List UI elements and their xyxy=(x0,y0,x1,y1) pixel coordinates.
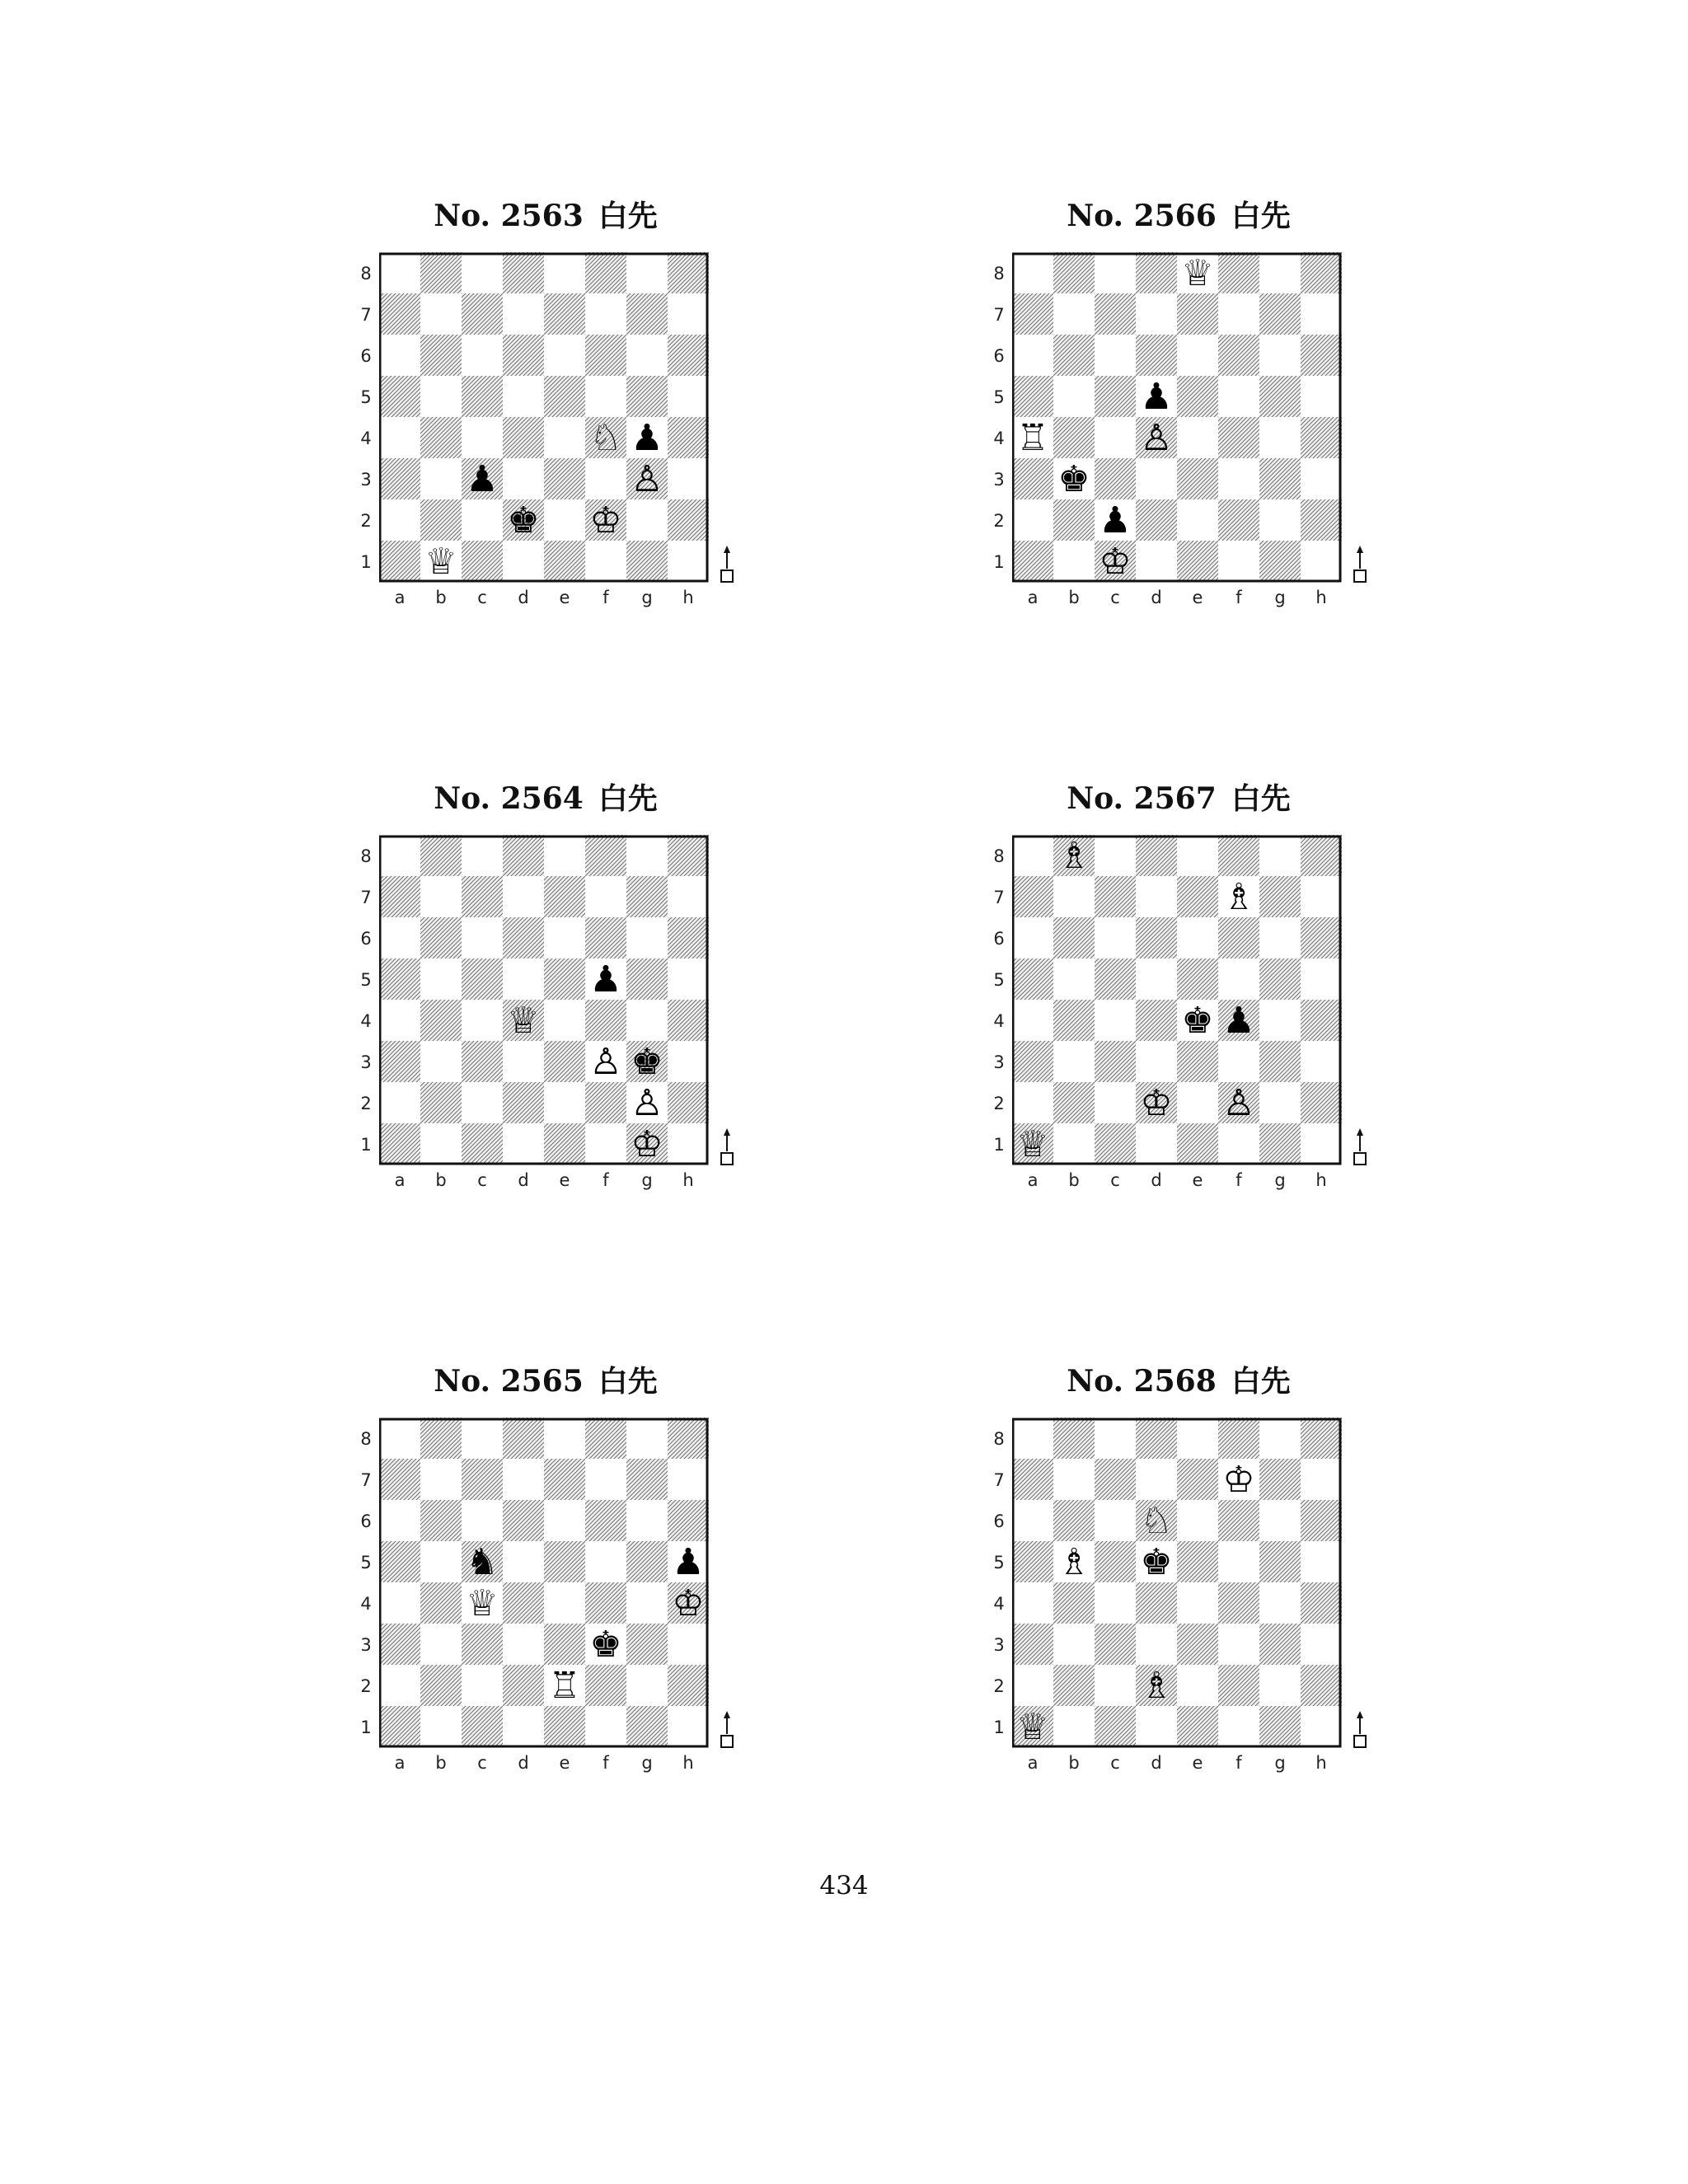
white-to-move-arrow-icon xyxy=(1354,1711,1366,1747)
rank-label: 5 xyxy=(993,387,1005,407)
problem-number: No. 2568 xyxy=(1067,1364,1217,1399)
rank-label: 1 xyxy=(993,552,1005,572)
file-label: d xyxy=(1151,1170,1162,1190)
file-label: b xyxy=(435,1170,447,1190)
white-pawn-g3: ♙ xyxy=(631,458,663,500)
file-label: e xyxy=(559,1753,570,1773)
stipulation: 白先 xyxy=(1231,1365,1291,1399)
file-label: b xyxy=(435,588,447,607)
white-queen-a1: ♕ xyxy=(1016,1123,1049,1165)
white-bishop-d2: ♗ xyxy=(1140,1665,1173,1707)
rank-label: 3 xyxy=(993,470,1005,490)
file-label: c xyxy=(477,1753,487,1773)
white-pawn-g2: ♙ xyxy=(631,1082,663,1124)
white-pawn-f3: ♙ xyxy=(589,1041,622,1083)
stipulation: 白先 xyxy=(598,782,658,816)
file-label: f xyxy=(1236,1753,1242,1773)
file-label: f xyxy=(603,588,609,607)
board-annotations xyxy=(961,195,1423,657)
file-label: a xyxy=(394,1753,406,1773)
file-label: c xyxy=(1110,1170,1120,1190)
stipulation: 白先 xyxy=(1231,199,1291,233)
rank-label: 5 xyxy=(360,387,372,407)
black-king-d2: ♚ xyxy=(507,499,540,541)
white-queen-a1: ♕ xyxy=(1016,1706,1049,1748)
rank-label: 3 xyxy=(360,470,372,490)
rank-label: 5 xyxy=(360,1553,372,1572)
white-rook-a4: ♖ xyxy=(1016,417,1049,459)
rank-label: 2 xyxy=(360,1676,372,1696)
file-label: g xyxy=(641,1170,653,1190)
file-label: e xyxy=(1192,588,1203,607)
black-knight-c5: ♞ xyxy=(466,1541,499,1583)
rank-label: 1 xyxy=(993,1135,1005,1155)
problem-number: No. 2565 xyxy=(434,1364,584,1399)
file-label: a xyxy=(394,1170,406,1190)
diagram-2563 xyxy=(328,195,790,657)
white-to-move-arrow-icon xyxy=(721,546,733,582)
rank-label: 2 xyxy=(993,511,1005,531)
board-annotations xyxy=(328,195,790,657)
white-king-g1: ♔ xyxy=(631,1123,663,1165)
rank-label: 2 xyxy=(360,511,372,531)
file-label: c xyxy=(1110,588,1120,607)
file-label: h xyxy=(682,588,694,607)
board-annotations xyxy=(328,1361,790,1822)
white-knight-d6: ♘ xyxy=(1140,1500,1173,1542)
white-queen-d4: ♕ xyxy=(507,1000,540,1042)
rank-label: 2 xyxy=(993,1676,1005,1696)
black-king-b3: ♚ xyxy=(1057,458,1090,500)
rank-label: 2 xyxy=(360,1094,372,1113)
rank-label: 5 xyxy=(993,970,1005,990)
rank-label: 3 xyxy=(360,1635,372,1655)
rank-label: 1 xyxy=(993,1718,1005,1737)
file-label: e xyxy=(559,588,570,607)
white-bishop-f7: ♗ xyxy=(1222,876,1255,918)
rank-label: 8 xyxy=(993,846,1005,866)
problem-number: No. 2566 xyxy=(1067,199,1217,233)
file-label: h xyxy=(1315,1170,1327,1190)
white-queen-b1: ♕ xyxy=(424,541,457,583)
rank-label: 8 xyxy=(360,1429,372,1449)
file-label: e xyxy=(1192,1753,1203,1773)
rank-label: 4 xyxy=(993,1594,1005,1614)
black-pawn-d5: ♟ xyxy=(1140,376,1173,418)
white-pawn-f2: ♙ xyxy=(1222,1082,1255,1124)
file-label: e xyxy=(1192,1170,1203,1190)
file-label: a xyxy=(1027,1753,1039,1773)
file-label: d xyxy=(1151,588,1162,607)
file-label: c xyxy=(477,588,487,607)
file-label: e xyxy=(559,1170,570,1190)
stipulation: 白先 xyxy=(598,199,658,233)
white-to-move-arrow-icon xyxy=(721,1128,733,1165)
white-king-d2: ♔ xyxy=(1140,1082,1173,1124)
file-label: c xyxy=(477,1170,487,1190)
rank-label: 6 xyxy=(360,346,372,366)
rank-label: 1 xyxy=(360,1718,372,1737)
file-label: g xyxy=(1274,588,1286,607)
rank-label: 6 xyxy=(993,929,1005,949)
file-label: f xyxy=(603,1753,609,1773)
rank-label: 8 xyxy=(360,846,372,866)
file-label: g xyxy=(641,1753,653,1773)
page-number: 434 xyxy=(819,1871,869,1900)
black-king-g3: ♚ xyxy=(631,1041,663,1083)
rank-label: 4 xyxy=(993,1011,1005,1031)
black-pawn-h5: ♟ xyxy=(672,1541,705,1583)
white-to-move-arrow-icon xyxy=(1354,546,1366,582)
file-label: d xyxy=(1151,1753,1162,1773)
diagram-2566 xyxy=(961,195,1423,657)
black-pawn-g4: ♟ xyxy=(631,417,663,459)
rank-label: 2 xyxy=(993,1094,1005,1113)
file-label: g xyxy=(641,588,653,607)
file-label: h xyxy=(1315,588,1327,607)
white-queen-c4: ♕ xyxy=(466,1582,499,1624)
rank-label: 5 xyxy=(360,970,372,990)
white-queen-e8: ♕ xyxy=(1181,252,1214,294)
file-label: f xyxy=(603,1170,609,1190)
problem-number: No. 2567 xyxy=(1067,781,1217,816)
file-label: g xyxy=(1274,1170,1286,1190)
stipulation: 白先 xyxy=(598,1365,658,1399)
white-knight-f4: ♘ xyxy=(589,417,622,459)
rank-label: 7 xyxy=(993,305,1005,325)
problem-number: No. 2563 xyxy=(434,199,584,233)
file-label: b xyxy=(1068,1170,1080,1190)
black-pawn-c3: ♟ xyxy=(466,458,499,500)
white-bishop-b8: ♗ xyxy=(1057,835,1090,877)
rank-label: 7 xyxy=(360,888,372,907)
file-label: d xyxy=(518,1170,529,1190)
rank-label: 4 xyxy=(360,1594,372,1614)
file-label: h xyxy=(1315,1753,1327,1773)
rank-label: 6 xyxy=(993,1511,1005,1531)
rank-label: 7 xyxy=(993,888,1005,907)
diagram-2564 xyxy=(328,778,790,1240)
rank-label: 7 xyxy=(360,305,372,325)
problem-number: No. 2564 xyxy=(434,781,584,816)
file-label: b xyxy=(1068,588,1080,607)
rank-label: 4 xyxy=(993,429,1005,448)
file-label: h xyxy=(682,1170,694,1190)
rank-label: 8 xyxy=(993,1429,1005,1449)
rank-label: 8 xyxy=(360,264,372,284)
diagram-2567 xyxy=(961,778,1423,1240)
rank-label: 3 xyxy=(993,1635,1005,1655)
black-king-d5: ♚ xyxy=(1140,1541,1173,1583)
diagram-2568 xyxy=(961,1361,1423,1822)
file-label: d xyxy=(518,588,529,607)
rank-label: 1 xyxy=(360,1135,372,1155)
white-rook-e2: ♖ xyxy=(548,1665,581,1707)
white-king-h4: ♔ xyxy=(672,1582,705,1624)
black-king-e4: ♚ xyxy=(1181,1000,1214,1042)
white-king-f7: ♔ xyxy=(1222,1459,1255,1501)
black-pawn-f4: ♟ xyxy=(1222,1000,1255,1042)
file-label: a xyxy=(394,588,406,607)
file-label: f xyxy=(1236,588,1242,607)
file-label: d xyxy=(518,1753,529,1773)
board-annotations xyxy=(328,778,790,1240)
file-label: b xyxy=(1068,1753,1080,1773)
file-label: a xyxy=(1027,1170,1039,1190)
board-annotations xyxy=(961,778,1423,1240)
black-pawn-f5: ♟ xyxy=(589,958,622,1001)
rank-label: 6 xyxy=(360,929,372,949)
file-label: h xyxy=(682,1753,694,1773)
white-king-f2: ♔ xyxy=(589,499,622,541)
rank-label: 4 xyxy=(360,1011,372,1031)
board-annotations xyxy=(961,1361,1423,1822)
rank-label: 6 xyxy=(360,1511,372,1531)
stipulation: 白先 xyxy=(1231,782,1291,816)
rank-label: 1 xyxy=(360,552,372,572)
file-label: b xyxy=(435,1753,447,1773)
rank-label: 6 xyxy=(993,346,1005,366)
white-to-move-arrow-icon xyxy=(1354,1128,1366,1165)
file-label: g xyxy=(1274,1753,1286,1773)
white-pawn-d4: ♙ xyxy=(1140,417,1173,459)
white-king-c1: ♔ xyxy=(1099,541,1132,583)
black-king-f3: ♚ xyxy=(589,1624,622,1666)
file-label: f xyxy=(1236,1170,1242,1190)
diagram-2565 xyxy=(328,1361,790,1822)
rank-label: 5 xyxy=(993,1553,1005,1572)
rank-label: 8 xyxy=(993,264,1005,284)
file-label: c xyxy=(1110,1753,1120,1773)
black-pawn-c2: ♟ xyxy=(1099,499,1132,541)
white-to-move-arrow-icon xyxy=(721,1711,733,1747)
file-label: a xyxy=(1027,588,1039,607)
rank-label: 7 xyxy=(360,1470,372,1490)
rank-label: 3 xyxy=(993,1052,1005,1072)
white-bishop-b5: ♗ xyxy=(1057,1541,1090,1583)
rank-label: 7 xyxy=(993,1470,1005,1490)
rank-label: 4 xyxy=(360,429,372,448)
rank-label: 3 xyxy=(360,1052,372,1072)
